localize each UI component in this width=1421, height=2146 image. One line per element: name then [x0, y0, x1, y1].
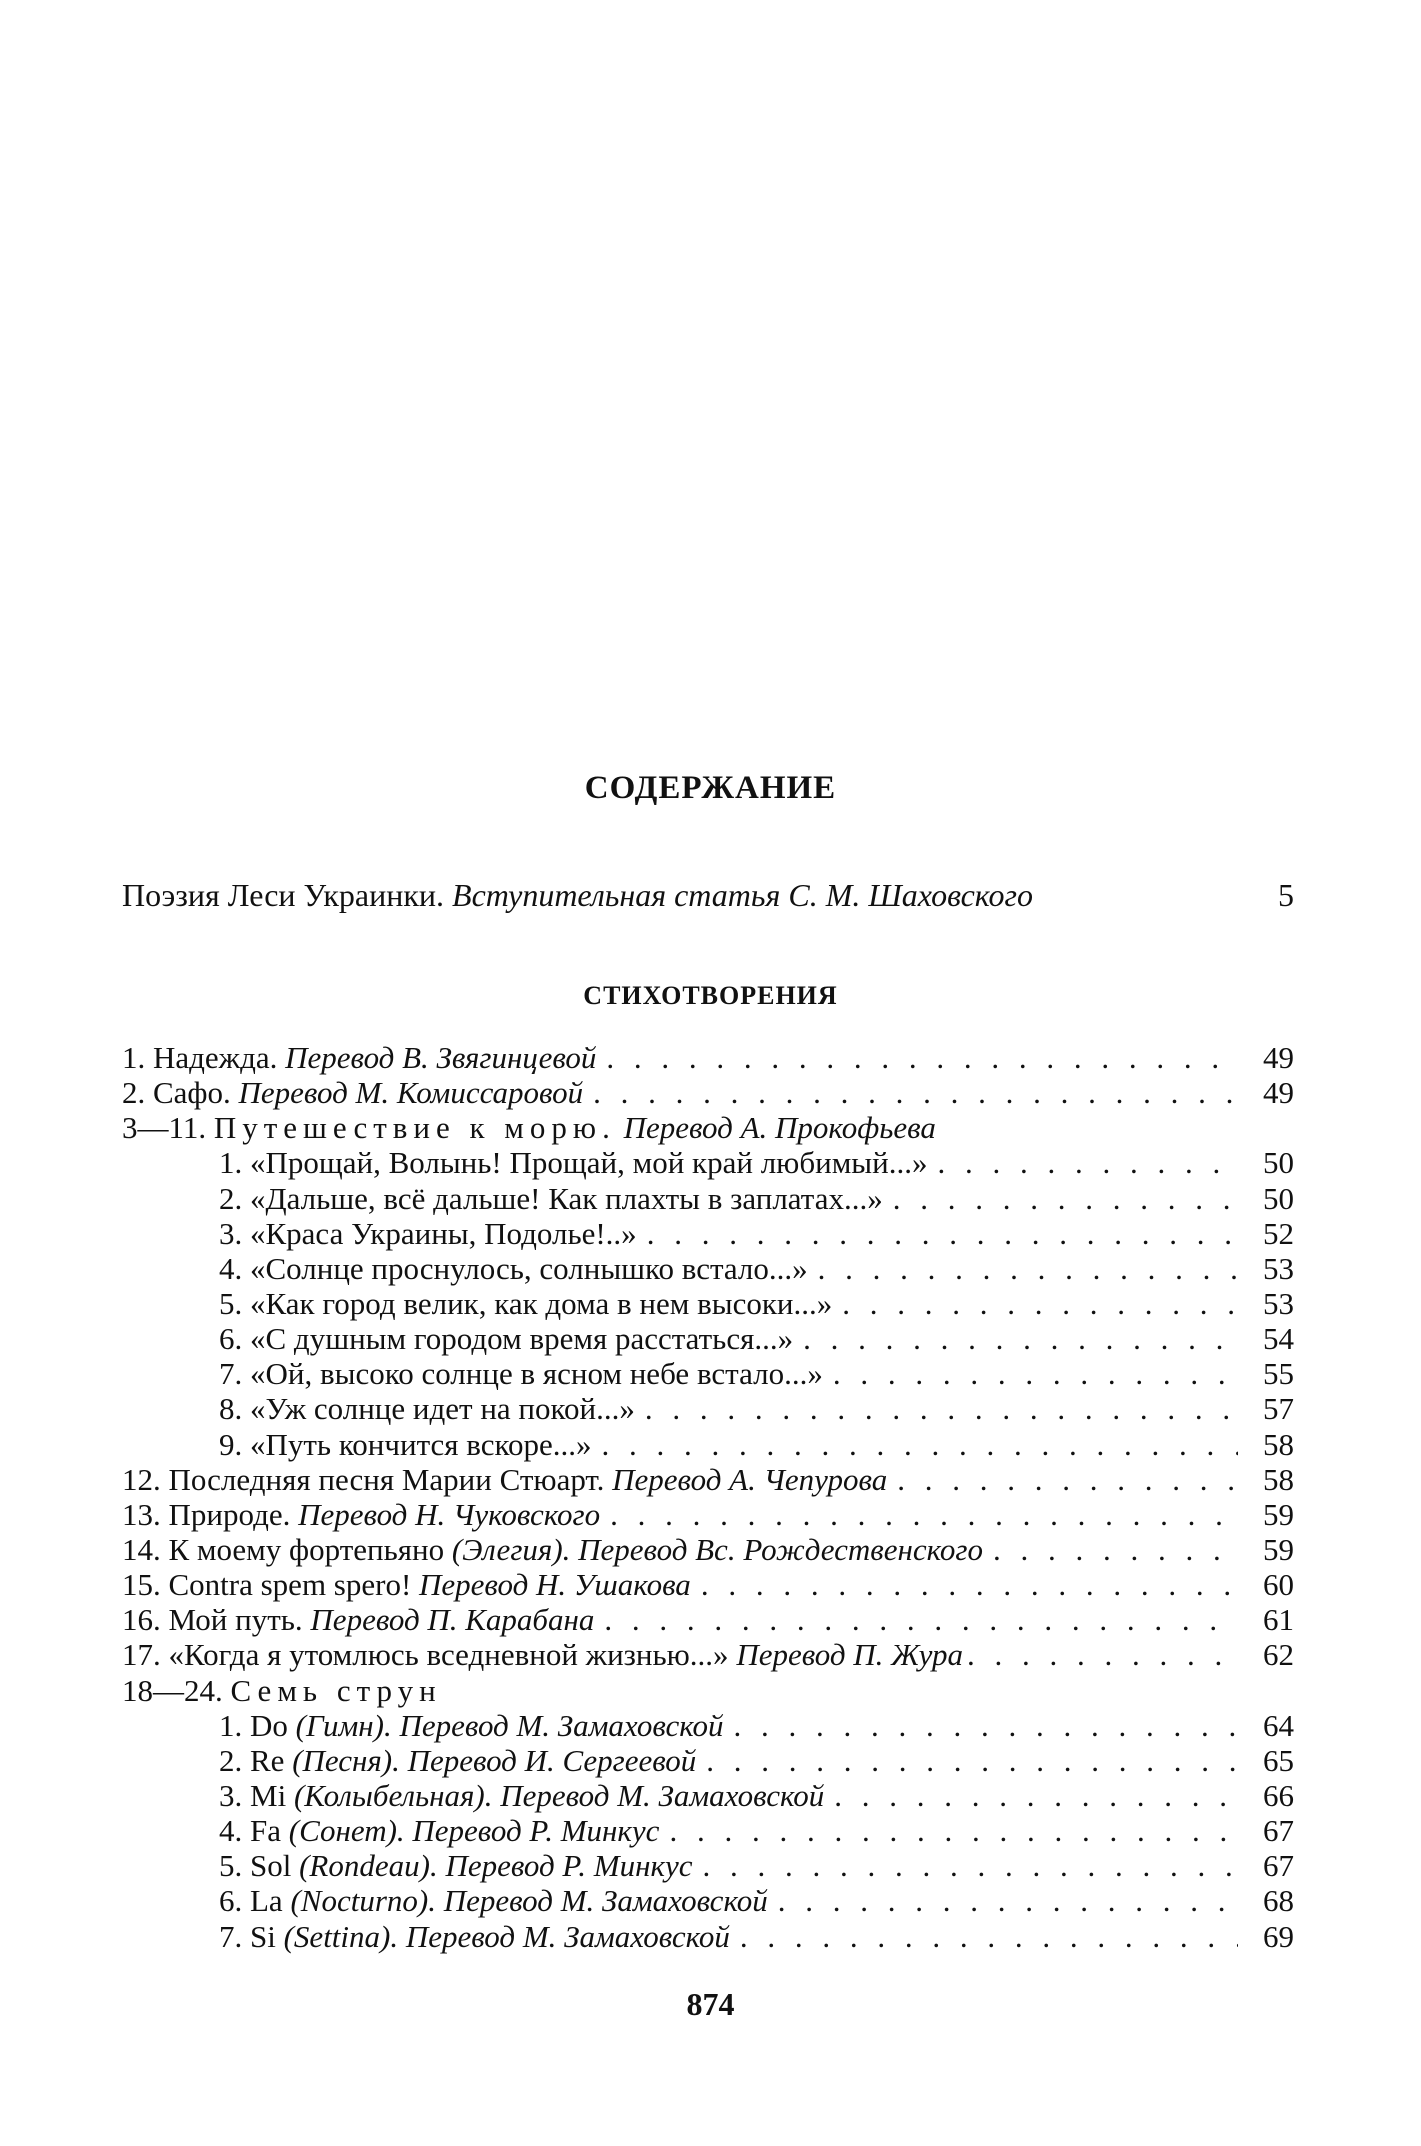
toc-subentry	[122, 1427, 1294, 1462]
toc-subentry	[122, 1743, 1294, 1778]
dot-leader	[647, 1216, 1238, 1251]
entry-page: 59	[1263, 1531, 1294, 1567]
entry-translator: (Элегия). Перевод Вс. Рождественского	[451, 1531, 984, 1567]
dot-leader	[893, 1181, 1238, 1216]
toc-subentry	[122, 1848, 1294, 1883]
entry-page: 65	[1263, 1742, 1294, 1778]
entry-page: 60	[1263, 1567, 1294, 1603]
entry-number: 18—24.	[122, 1672, 223, 1708]
entry-translator: Перевод П. Жура	[736, 1637, 963, 1673]
entry-title: Семь струн	[230, 1672, 442, 1708]
entry-page: 58	[1263, 1426, 1294, 1462]
entry-title: «Когда я утомлюсь вседневной жизнью...»	[168, 1637, 729, 1673]
entry-number: 13.	[122, 1496, 161, 1532]
entry-page: 58	[1263, 1461, 1294, 1497]
entry-title: «Солнце проснулось, солнышко встало...»	[250, 1250, 808, 1286]
entry-page: 49	[1263, 1040, 1294, 1075]
dot-leader	[669, 1813, 1238, 1848]
entry-title: Надежда.	[153, 1040, 278, 1075]
entry-title: Si	[250, 1918, 276, 1954]
dot-leader	[818, 1251, 1238, 1286]
dot-leader	[833, 1356, 1238, 1391]
entry-translator: Перевод П. Карабана	[310, 1602, 595, 1638]
entry-title: «Краса Украины, Подолье!..»	[250, 1215, 637, 1251]
entry-number: 2.	[219, 1180, 243, 1216]
toc-entry	[122, 1673, 1294, 1708]
entry-number: 5.	[219, 1285, 243, 1321]
entry-title: Mi	[250, 1777, 287, 1813]
entry-page: 53	[1263, 1285, 1294, 1321]
entry-number: 4.	[219, 1813, 243, 1849]
dot-leader	[645, 1391, 1238, 1426]
toc-subentry	[122, 1286, 1294, 1321]
entry-number: 12.	[122, 1461, 161, 1497]
entry-number: 17.	[122, 1637, 161, 1673]
entry-translator: (Гимн). Перевод М. Замаховской	[295, 1707, 724, 1743]
intro-entry	[122, 875, 1294, 915]
entry-translator: (Rondeau). Перевод Р. Минкус	[299, 1848, 693, 1884]
entry-title: Последняя песня Марии Стюарт.	[168, 1461, 605, 1497]
dot-leader	[834, 1778, 1238, 1813]
entry-translator: (Nocturno). Перевод М. Замаховской	[290, 1883, 768, 1919]
toc-subentry	[122, 1251, 1294, 1286]
entry-title: «Путь кончится вскоре...»	[250, 1426, 592, 1462]
page-title: СОДЕРЖАНИЕ	[584, 770, 837, 806]
dot-leader	[842, 1286, 1238, 1321]
entry-number: 3.	[219, 1777, 243, 1813]
entry-page: 49	[1263, 1075, 1294, 1111]
dot-leader	[706, 1743, 1238, 1778]
entry-translator: Перевод М. Комиссаровой	[238, 1075, 584, 1111]
dot-leader	[993, 1532, 1238, 1567]
dot-leader	[702, 1848, 1238, 1883]
entry-number: 8.	[219, 1391, 243, 1427]
entry-page: 64	[1263, 1707, 1294, 1743]
entry-translator: Перевод А. Прокофьева	[623, 1110, 936, 1146]
intro-entry-text	[122, 875, 1254, 915]
dot-leader	[803, 1321, 1238, 1356]
entry-title: «Ой, высоко солнце в ясном небе встало...»	[250, 1356, 823, 1392]
entry-number: 16.	[122, 1602, 161, 1638]
entry-number: 2.	[122, 1075, 146, 1111]
entry-title: Мой путь.	[168, 1602, 303, 1638]
entry-number: 3.	[219, 1215, 243, 1251]
dot-leader	[778, 1883, 1238, 1918]
toc-subentry	[122, 1883, 1294, 1918]
toc-subentry	[122, 1216, 1294, 1251]
section-title: СТИХОТВОРЕНИЯ	[583, 981, 838, 1010]
entry-number: 1.	[122, 1040, 146, 1075]
entry-number: 9.	[219, 1426, 243, 1462]
toc-entry	[122, 1637, 1294, 1672]
entry-page: 50	[1263, 1180, 1294, 1216]
entry-number: 5.	[219, 1848, 243, 1884]
entry-title: «Как город велик, как дома в нем высоки...»	[250, 1285, 833, 1321]
toc-list	[122, 1040, 1294, 1954]
entry-title: Fa	[250, 1813, 281, 1849]
entry-number: 1.	[219, 1707, 243, 1743]
dot-leader	[967, 1637, 1240, 1672]
entry-translator: (Сонет). Перевод Р. Минкус	[288, 1813, 660, 1849]
entry-number: 7.	[219, 1918, 243, 1954]
toc-entry	[122, 1075, 1294, 1110]
entry-number: 15.	[122, 1567, 161, 1603]
entry-title: Contra spem spero!	[168, 1567, 412, 1603]
entry-number: 14.	[122, 1531, 161, 1567]
entry-title: La	[250, 1883, 283, 1919]
entry-title: «Прощай, Волынь! Прощай, мой край любимый...»	[250, 1145, 928, 1181]
entry-number: 7.	[219, 1356, 243, 1392]
entry-page: 53	[1263, 1250, 1294, 1286]
dot-leader	[604, 1602, 1238, 1637]
entry-page: 54	[1263, 1321, 1294, 1357]
toc-entry	[122, 1602, 1294, 1637]
entry-page: 62	[1263, 1637, 1294, 1673]
entry-page: 57	[1263, 1391, 1294, 1427]
toc-entry	[122, 1532, 1294, 1567]
entry-translator: Перевод Н. Ушакова	[419, 1567, 691, 1603]
entry-number: 6.	[219, 1883, 243, 1919]
entry-translator: Перевод В. Звягинцевой	[285, 1040, 597, 1075]
entry-page: 59	[1263, 1496, 1294, 1532]
dot-leader	[610, 1497, 1238, 1532]
entry-title: Sol	[250, 1848, 292, 1884]
entry-page: 67	[1263, 1848, 1294, 1884]
entry-translator: Перевод Н. Чуковского	[298, 1496, 601, 1532]
dot-leader	[606, 1040, 1238, 1075]
entry-page: 68	[1263, 1883, 1294, 1919]
entry-page: 66	[1263, 1777, 1294, 1813]
entry-translator: (Колыбельная). Перевод М. Замаховской	[293, 1777, 825, 1813]
entry-translator: (Песня). Перевод И. Сергеевой	[292, 1742, 697, 1778]
entry-page: 67	[1263, 1813, 1294, 1849]
dot-leader	[593, 1075, 1238, 1110]
entry-title: Do	[250, 1707, 288, 1743]
entry-page: 50	[1263, 1145, 1294, 1181]
entry-page: 69	[1263, 1918, 1294, 1954]
dot-leader	[701, 1567, 1238, 1602]
toc-entry	[122, 1462, 1294, 1497]
entry-title: «С душным городом время расстаться...»	[250, 1321, 794, 1357]
entry-title: К моему фортепьяно	[168, 1531, 445, 1567]
toc-subentry	[122, 1778, 1294, 1813]
entry-title: Re	[250, 1742, 285, 1778]
entry-number: 6.	[219, 1321, 243, 1357]
entry-number: 1.	[219, 1145, 243, 1181]
toc-subentry	[122, 1813, 1294, 1848]
toc-subentry	[122, 1708, 1294, 1743]
toc-entry	[122, 1497, 1294, 1532]
entry-title: «Уж солнце идет на покой...»	[250, 1391, 635, 1427]
entry-title: Сафо.	[153, 1075, 231, 1111]
entry-number: 4.	[219, 1250, 243, 1286]
entry-page: 52	[1263, 1215, 1294, 1251]
toc-entry	[122, 1040, 1294, 1075]
dot-leader	[937, 1145, 1238, 1180]
entry-title: Путешествие к морю.	[213, 1110, 616, 1146]
entry-page: 61	[1263, 1602, 1294, 1638]
toc-subentry	[122, 1919, 1294, 1954]
toc-subentry	[122, 1356, 1294, 1391]
entry-number: 3—11.	[122, 1110, 207, 1146]
intro-page: 5	[1278, 877, 1294, 913]
toc-entry	[122, 1567, 1294, 1602]
entry-translator: Перевод А. Чепурова	[612, 1461, 888, 1497]
intro-author: Вступительная статья С. М. Шаховского	[452, 877, 1034, 913]
dot-leader	[740, 1919, 1238, 1954]
toc-subentry	[122, 1391, 1294, 1426]
page-number: 874	[686, 1986, 735, 2022]
entry-number: 2.	[219, 1742, 243, 1778]
entry-translator: (Settina). Перевод М. Замаховской	[283, 1918, 730, 1954]
entry-title: Природе.	[168, 1496, 291, 1532]
entry-page: 55	[1263, 1356, 1294, 1392]
dot-leader	[734, 1708, 1238, 1743]
entry-title: «Дальше, всё дальше! Как плахты в заплатах...»	[250, 1180, 883, 1216]
toc-subentry	[122, 1181, 1294, 1216]
intro-title: Поэзия Леси Украинки.	[122, 877, 445, 913]
dot-leader	[601, 1427, 1238, 1462]
toc-subentry	[122, 1145, 1294, 1180]
toc-entry	[122, 1110, 1294, 1145]
dot-leader	[897, 1462, 1238, 1497]
toc-subentry	[122, 1321, 1294, 1356]
